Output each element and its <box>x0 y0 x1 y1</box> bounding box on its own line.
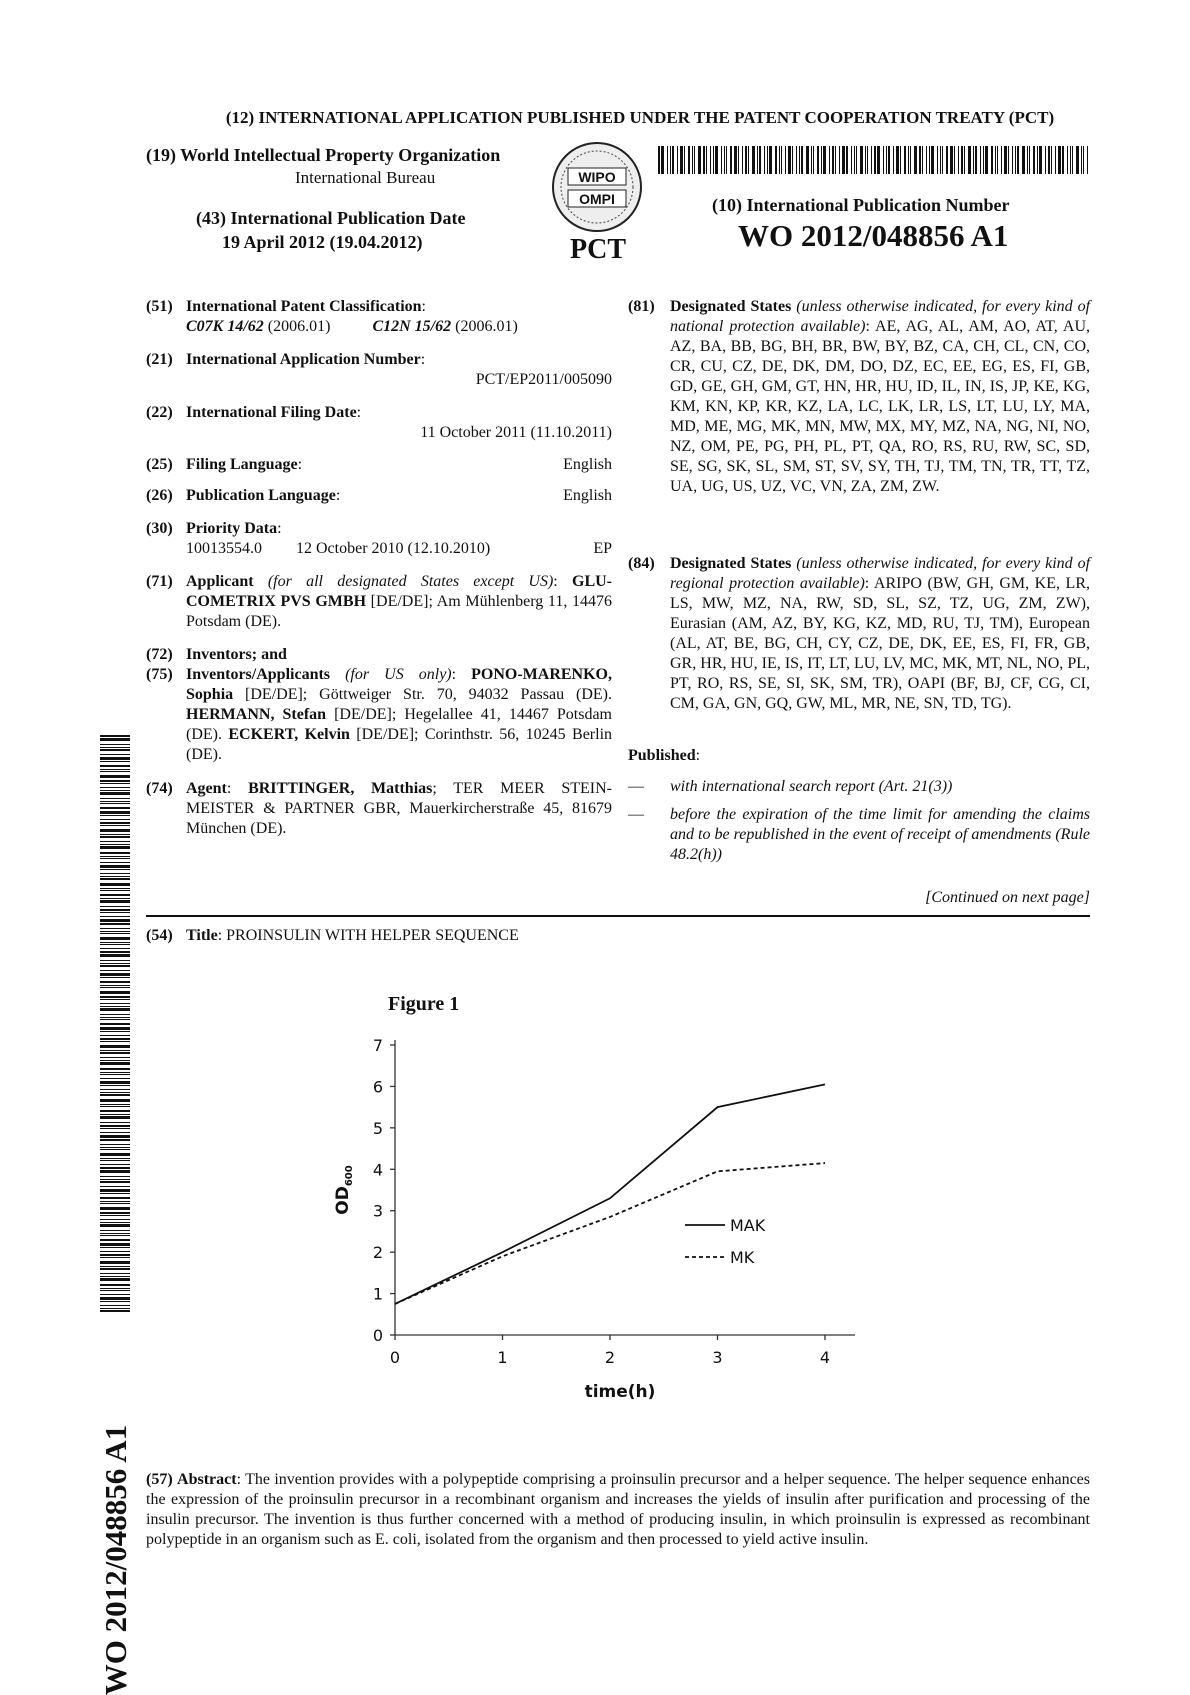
bureau-name: International Bureau <box>295 168 436 187</box>
publication-date-label: (43) International Publication Date <box>196 208 466 228</box>
x-tick-label: 1 <box>497 1348 508 1367</box>
y-tick-label: 5 <box>372 1118 384 1138</box>
legend-label-mk: MK <box>730 1248 755 1267</box>
org-name: (19) World Intellectual Property Organization <box>146 145 501 165</box>
legend-label-mak: MAK <box>730 1216 766 1235</box>
series-line-mak <box>395 1084 825 1304</box>
y-tick-label: 3 <box>372 1201 384 1221</box>
publication-date: 19 April 2012 (19.04.2012) <box>222 232 423 252</box>
publication-number: WO 2012/048856 A1 <box>738 218 1009 253</box>
y-tick-label: 6 <box>372 1077 384 1097</box>
abstract: (57) Abstract: The invention provides with a polypeptide comprising a proinsulin precursor and a helper sequence. The helper sequence enhances the expression of the proinsulin precursor in a recombinant organism and increases the yields of insulin after purification and processing of the insulin precursor. The invention is thus further concerned with a method of producing insulin, in which proinsulin is expressed as recombinant polypeptide in an organism such as E. coli, isolated from the organism and then processed to yield active insulin. <box>146 1471 1090 1548</box>
y-tick-label: 1 <box>372 1284 384 1304</box>
top-barcode <box>658 146 1088 174</box>
x-tick-label: 3 <box>712 1348 723 1367</box>
od-growth-chart <box>320 1035 920 1455</box>
x-axis-label: time(h) <box>584 1382 656 1402</box>
x-tick-label: 0 <box>389 1348 401 1367</box>
regional-states-list: ARIPO (BW, GH, GM, KE, LR, LS, MW, MZ, NA, RW, SD, SL, SZ, TZ, UG, ZM, ZW), Eurasian (AM, AZ, BY, KG, KZ, MD, RU, TJ, TM), European (AL, AT, BE, BG, CH, CY, CZ, DE, DK, EE, ES, FI, FR, GB, GR, HR, HU, IE, IS, IT, LT, LU, LV, MC, MK, MT, NL, NO, PL, PT, RO, RS, SE, SI, SK, SM, TR), OAPI (BF, BJ, CF, CG, CI, CM, GA, GN, GQ, GW, ML, MR, NE, SN, TD, TG). <box>670 575 1090 712</box>
section-divider <box>146 915 1090 917</box>
published-heading: Published: <box>628 747 701 764</box>
x-tick-label: 2 <box>604 1348 616 1367</box>
publication-number-label: (10) International Publication Number <box>712 195 1010 215</box>
figure-title: Figure 1 <box>388 993 460 1015</box>
invention-title: PROINSULIN WITH HELPER SEQUENCE <box>226 927 519 944</box>
side-publication-number: WO 2012/048856 A1 <box>98 1424 133 1695</box>
pct-mark: PCT <box>570 234 626 265</box>
wipo-logo <box>550 140 645 235</box>
field-51-label: International Patent Classification <box>186 298 422 315</box>
y-axis-label: $OD_{600}$ <box>333 1165 355 1215</box>
y-tick-label: 0 <box>372 1326 384 1345</box>
continued-note: [Continued on next page] <box>925 889 1090 906</box>
national-states-list: AE, AG, AL, AM, AO, AT, AU, AZ, BA, BB, BG, BH, BR, BW, BY, BZ, CA, CH, CL, CN, CO, CR, CU, CZ, DE, DK, DM, DO, DZ, EC, EE, EG, ES, FI, GB, GD, GE, GH, GM, GT, HN, HR, HU, ID, IL, IN, IS, JP, KE, KG, KM, KN, KP, KR, KZ, LA, LC, LK, LR, LS, LT, LU, LY, MA, MD, ME, MG, MK, MN, MW, MX, MY, MZ, NA, NG, NI, NO, NZ, OM, PE, PG, PH, PL, PT, QA, RO, RS, RU, RW, SC, SD, SE, SG, SK, SL, SM, ST, SV, SY, TH, TJ, TM, TN, TR, TT, TZ, UA, UG, US, UZ, VC, VN, ZA, ZM, ZW. <box>670 318 1091 495</box>
y-tick-label: 2 <box>372 1243 384 1263</box>
application-number: PCT/EP2011/005090 <box>475 371 612 388</box>
wipo-seal-icon <box>550 140 645 235</box>
y-tick-label: 4 <box>372 1160 384 1180</box>
side-barcode <box>100 735 130 1315</box>
applicant-name: GLU-COMETRIX PVS GMBH <box>186 573 612 610</box>
svg-text:WIPO: WIPO <box>578 169 616 185</box>
y-tick-label: 7 <box>372 1036 384 1055</box>
filing-date: 11 October 2011 (11.10.2011) <box>420 424 612 441</box>
abstract-text: The invention provides with a polypeptide comprising a proinsulin precursor and a helper sequence. The helper sequence enhances the expression of the proinsulin precursor in a recombinant organism and increases the yields of insulin after purification and processing of the insulin precursor. The invention is thus further concerned with a method of producing insulin, in which proinsulin is expressed as recombinant polypeptide in an organism such as E. coli, isolated from the organism and then processed to yield active insulin. <box>146 1471 1090 1548</box>
pct-heading: (12) INTERNATIONAL APPLICATION PUBLISHED UNDER THE PATENT COOPERATION TREATY (PCT) <box>225 108 1055 127</box>
svg-text:OMPI: OMPI <box>579 191 615 207</box>
x-tick-label: 4 <box>819 1348 831 1367</box>
